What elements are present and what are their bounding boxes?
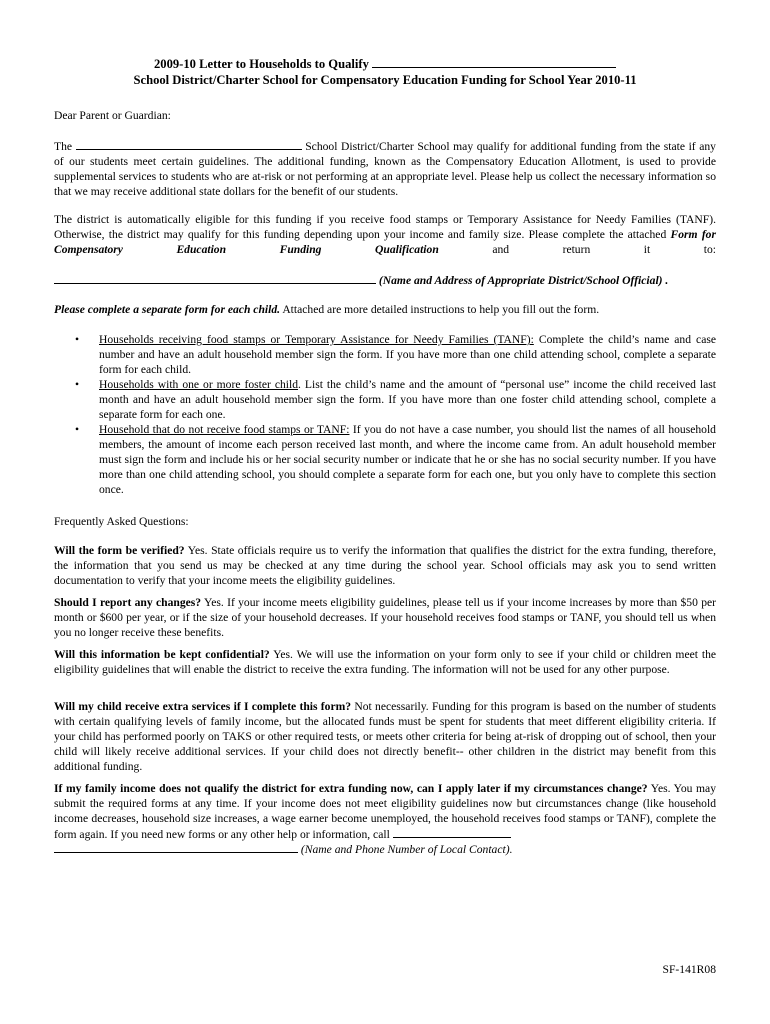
faq-question: Should I report any changes? [54,596,202,609]
faq-item [54,781,716,842]
faq-answer: Yes. State officials require us to verify the information that qualifies the district for the extra funding, therefore, the information that you send us may be checked at any time during the school year. School officials may ask you to send written documentation to verify that your income meets the eligibility guidelines. [54,544,716,587]
letter-page [54,0,716,1024]
contact-line [54,841,716,857]
faq-answer: Yes. We will use the information on your form only to see if your child or children meet the eligibility guidelines that will enable the district to receive the extra funding. The information will not be used for any other purpose. [54,648,717,676]
official-address-blank[interactable] [54,272,376,284]
faq-item [54,699,716,774]
faq-heading: Frequently Asked Questions: [54,515,189,528]
official-address-label: (Name and Address of Appropriate District/School Official) . [378,274,669,287]
eligibility-end: and return it to: [492,243,716,256]
contact-label: (Name and Phone Number of Local Contact). [300,843,513,856]
list-item [54,422,716,497]
bullet-icon: • [75,378,80,391]
bullet-heading: Household that do not receive food stamps or TANF: [99,423,350,436]
bullet-text: Complete the child’s name and case number and have an adult household member sign the form. If you have more than one child attending school, complete a separate form for each child. [99,333,717,376]
paragraph-eligibility [54,212,716,257]
official-address-line [54,272,716,288]
faq-question: Will the form be verified? [54,544,185,557]
paragraph-intro [54,138,716,199]
faq-question: Will my child receive extra services if I complete this form? [54,700,352,713]
letter-subtitle: School District/Charter School for Compensatory Education Funding for School Year 2010-11 [133,73,637,87]
faq-item [54,543,716,588]
bullet-heading: Households with one or more foster child [99,378,299,391]
instructions-line [54,302,716,317]
list-item [54,332,716,377]
school-name-blank[interactable] [76,138,302,150]
list-item [54,377,716,422]
contact-name-blank[interactable] [54,841,298,853]
contact-blank[interactable] [393,826,511,838]
form-id: SF-141R08 [662,963,716,976]
form-name: Form for Compensatory Education Funding Qualification [54,228,716,256]
bullet-text: . List the child’s name and the amount of “personal use” income the child received last month and have an adult household member sign the form. If you have more than one foster child attending school, complete a separate form for each one. [99,378,716,421]
bullet-heading: Households receiving food stamps or Temporary Assistance for Needy Families (TANF): [99,333,534,346]
faq-question: If my family income does not qualify the district for extra funding now, can I apply later if my circumstances change? [54,782,648,795]
faq-item [54,595,716,640]
faq-answer: Yes. If your income meets eligibility guidelines, please tell us if your income increases by more than $50 per month or $600 per year, or if the size of your household decreases. If your household receives food stamps or TANF, you should tell us when you no longer receive these benefits. [54,596,716,639]
instructions-rest: Attached are more detailed instructions to help you fill out the form. [282,303,600,316]
faq-question: Will this information be kept confidential? [54,648,270,661]
household-bullet-list [54,332,716,497]
eligibility-text: The district is automatically eligible for this funding if you receive food stamps or Temporary Assistance for Needy Families (TANF). Otherwise, the district may qualify for this funding depending upon your income and family size. Please complete the attached [54,213,716,241]
faq-answer: Not necessarily. Funding for this program is based on the number of students with certain qualifying levels of family income, but the allocated funds must be spent for students that meet different eligibility criteria. If your child has performed poorly on TAKS or other required tests, or meets other criteria for being at-risk of dropping out of school, then your child will likely receive additional services. If your child does not directly benefit-- other children in the district may benefit from this additional funding. [54,700,717,773]
faq-item [54,647,716,677]
district-name-blank[interactable] [372,56,616,68]
letter-title [54,56,716,72]
intro-start: The [54,140,73,153]
faq-answer: Yes. You may submit the required forms at any time. If your income does not meet eligibility guidelines now but circumstances change (like household income decreases, household size increases, a wage earner become unemployed, the household receives food stamps or TANF), complete the form again. If you need new forms or any other help or information, call [54,782,716,841]
bullet-icon: • [75,423,80,436]
bullet-icon: • [75,333,80,346]
instructions-emphasis: Please complete a separate form for each child. [54,303,281,316]
intro-rest: School District/Charter School may qualify for additional funding from the state if any of our students meet certain guidelines. The additional funding, known as the Compensatory Education Allotment, is used to provide supplemental services to students who are at-risk or not performing at an appropriate level. Please help us collect the necessary information so that we may receive additional state dollars for the benefit of our students. [54,140,716,198]
title-line-1: 2009-10 Letter to Households to Qualify [153,57,369,71]
salutation: Dear Parent or Guardian: [54,109,171,122]
bullet-text: If you do not have a case number, you should list the names of all household members, the amount of income each person received last month, and where the income came from. An adult household member must sign the form and include his or her social security number or indicate that he or she has no social security number. If you have more than one child attending school, you should complete a separate form for each one, but you only have to complete this section once. [99,423,716,496]
